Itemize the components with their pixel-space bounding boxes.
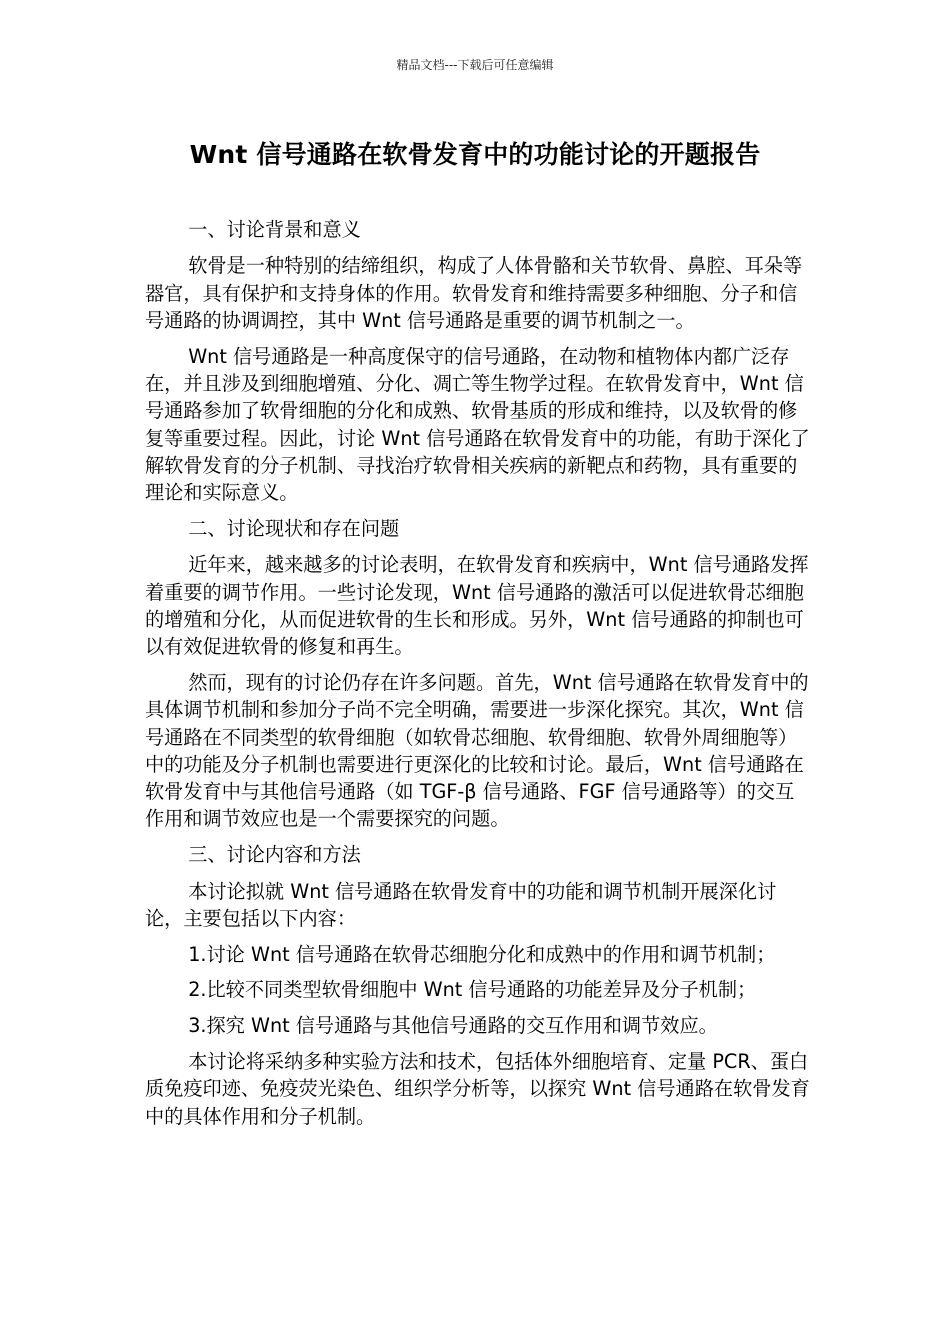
- document-title: Wnt 信号通路在软骨发育中的功能讨论的开题报告: [189, 140, 761, 169]
- document-body: [145, 216, 810, 1138]
- list-item-1: 1.讨论 Wnt 信号通路在软骨芯细胞分化和成熟中的作用和调节机制；: [188, 942, 776, 966]
- section-heading-status: 二、讨论现状和存在问题: [188, 516, 400, 540]
- paragraph-open-problems: 然而，现有的讨论仍存在许多问题。首先，Wnt 信号通路在软骨发育中的具体调节机制和参加分子尚不完全明确，需要进一步深化探究。其次，Wnt 信号通路在不同类型的软骨细胞（如软骨芯细胞、软骨细胞、软骨外周细胞等）中的功能及分子机制也需要进行更深化的比较和讨论。最后，Wnt 信号通路在软骨发育中与其他信号通路（如 TGF-β 信号通路、FGF 信号通路等）的交互作用和调节效应也是一个需要探究的问题。: [145, 670, 809, 831]
- list-item-2: 2.比较不同类型软骨细胞中 Wnt 信号通路的功能差异及分子机制；: [188, 978, 757, 1002]
- paragraph-recent-research: 近年来，越来越多的讨论表明，在软骨发育和疾病中，Wnt 信号通路发挥着重要的调节作用。一些讨论发现，Wnt 信号通路的激活可以促进软骨芯细胞的增殖和分化，从而促进软骨的生长和形成。另外，Wnt 信号通路的抑制也可以有效促进软骨的修复和再生。: [145, 553, 809, 659]
- paragraph-methods: 本讨论将采纳多种实验方法和技术，包括体外细胞培育、定量 PCR、蛋白质免疫印迹、免疫荧光染色、组织学分析等，以探究 Wnt 信号通路在软骨发育中的具体作用和分子机制。: [145, 1050, 810, 1128]
- list-item-3: 3.探究 Wnt 信号通路与其他信号通路的交互作用和调节效应。: [188, 1014, 718, 1038]
- paragraph-cartilage-intro: 软骨是一种特别的结缔组织，构成了人体骨骼和关节软骨、鼻腔、耳朵等器官，具有保护和支持身体的作用。软骨发育和维持需要多种细胞、分子和信号通路的协调调控，其中 Wnt 信号通路是重要的调节机制之一。: [145, 254, 803, 332]
- page-header-note: 精品文档---下载后可任意编辑: [396, 58, 554, 72]
- section-heading-background: 一、讨论背景和意义: [188, 218, 361, 241]
- paragraph-research-scope: 本讨论拟就 Wnt 信号通路在软骨发育中的功能和调节机制开展深化讨论，主要包括以下内容：: [145, 879, 777, 930]
- paragraph-wnt-significance: Wnt 信号通路是一种高度保守的信号通路，在动物和植物体内都广泛存在，并且涉及到细胞增殖、分化、凋亡等生物学过程。在软骨发育中，Wnt 信号通路参加了软骨细胞的分化和成熟、软骨基质的形成和维持，以及软骨的修复等重要过程。因此，讨论 Wnt 信号通路在软骨发育中的功能，有助于深化了解软骨发育的分子机制、寻找治疗软骨相关疾病的新靶点和药物，具有重要的理论和实际意义。: [145, 344, 810, 505]
- section-heading-methods: 三、讨论内容和方法: [188, 843, 361, 867]
